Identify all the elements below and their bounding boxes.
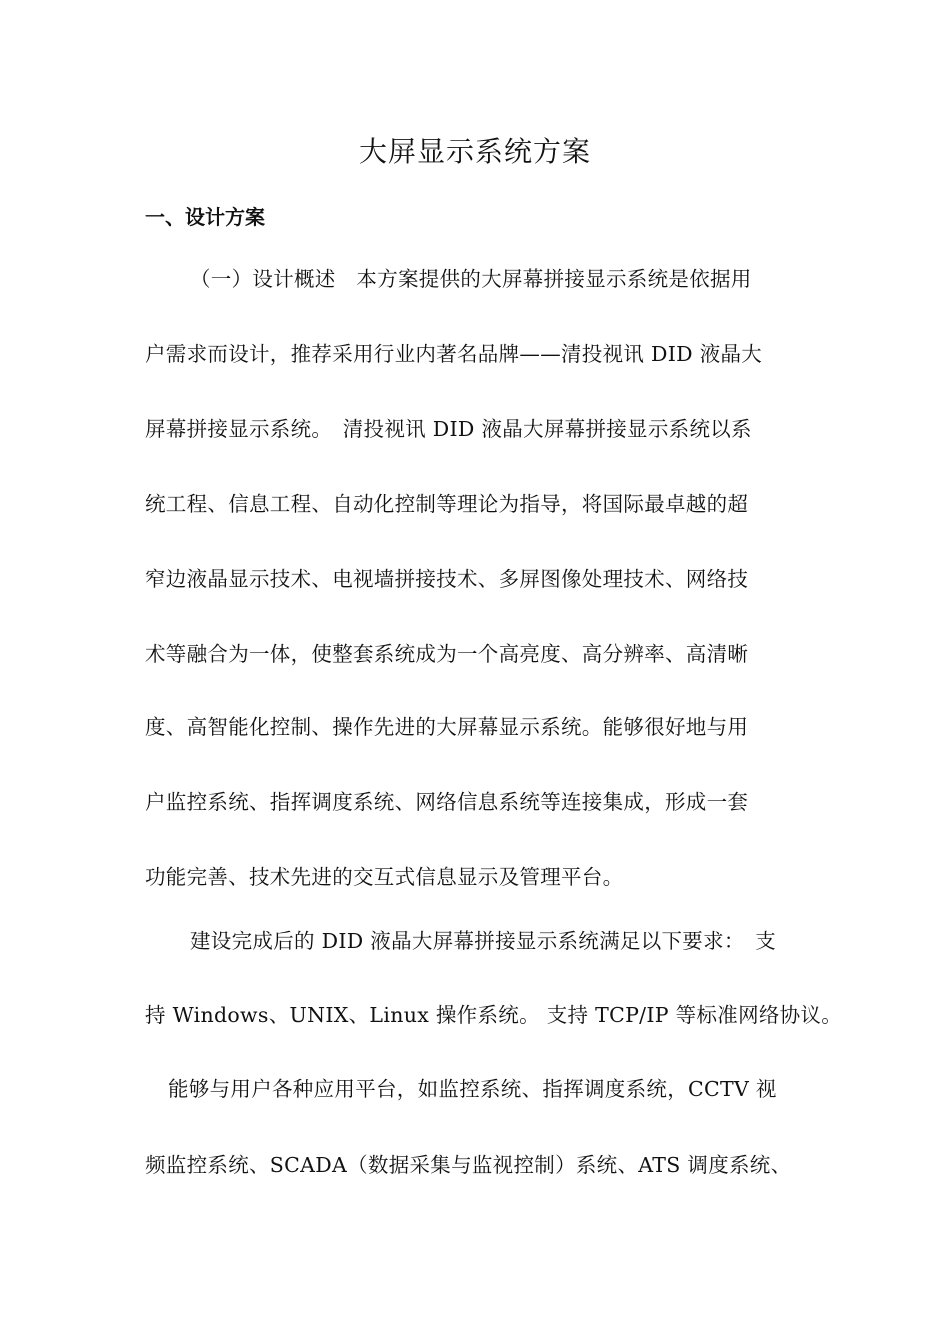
paragraph-line: 户需求而设计，推荐采用行业内著名品牌——清投视讯 DID 液晶大 <box>145 342 763 366</box>
paragraph-line: 频监控系统、SCADA（数据采集与监视控制）系统、ATS 调度系统、 <box>145 1153 792 1177</box>
section-heading: 一、设计方案 <box>145 205 265 229</box>
paragraph-line: 屏幕拼接显示系统。 清投视讯 DID 液晶大屏幕拼接显示系统以系 <box>145 417 752 441</box>
document-title: 大屏显示系统方案 <box>358 135 591 168</box>
paragraph-line: 功能完善、技术先进的交互式信息显示及管理平台。 <box>145 865 624 889</box>
paragraph-line: 能够与用户各种应用平台，如监控系统、指挥调度系统，CCTV 视 <box>168 1077 777 1101</box>
paragraph-line: 窄边液晶显示技术、电视墙拼接技术、多屏图像处理技术、网络技 <box>145 567 749 591</box>
paragraph-line: 统工程、信息工程、自动化控制等理论为指导，将国际最卓越的超 <box>145 492 749 516</box>
paragraph-line: 户监控系统、指挥调度系统、网络信息系统等连接集成，形成一套 <box>145 790 749 814</box>
paragraph-line: 术等融合为一体，使整套系统成为一个高亮度、高分辨率、高清晰 <box>145 642 749 666</box>
paragraph-line: 度、高智能化控制、操作先进的大屏幕显示系统。能够很好地与用 <box>145 715 749 739</box>
paragraph-line: 持 Windows、UNIX、Linux 操作系统。 支持 TCP/IP 等标准网络协议。 <box>145 1003 843 1027</box>
paragraph-line: 建设完成后的 DID 液晶大屏幕拼接显示系统满足以下要求： 支 <box>190 929 777 953</box>
paragraph-line: （一）设计概述 本方案提供的大屏幕拼接显示系统是依据用 <box>190 267 752 291</box>
